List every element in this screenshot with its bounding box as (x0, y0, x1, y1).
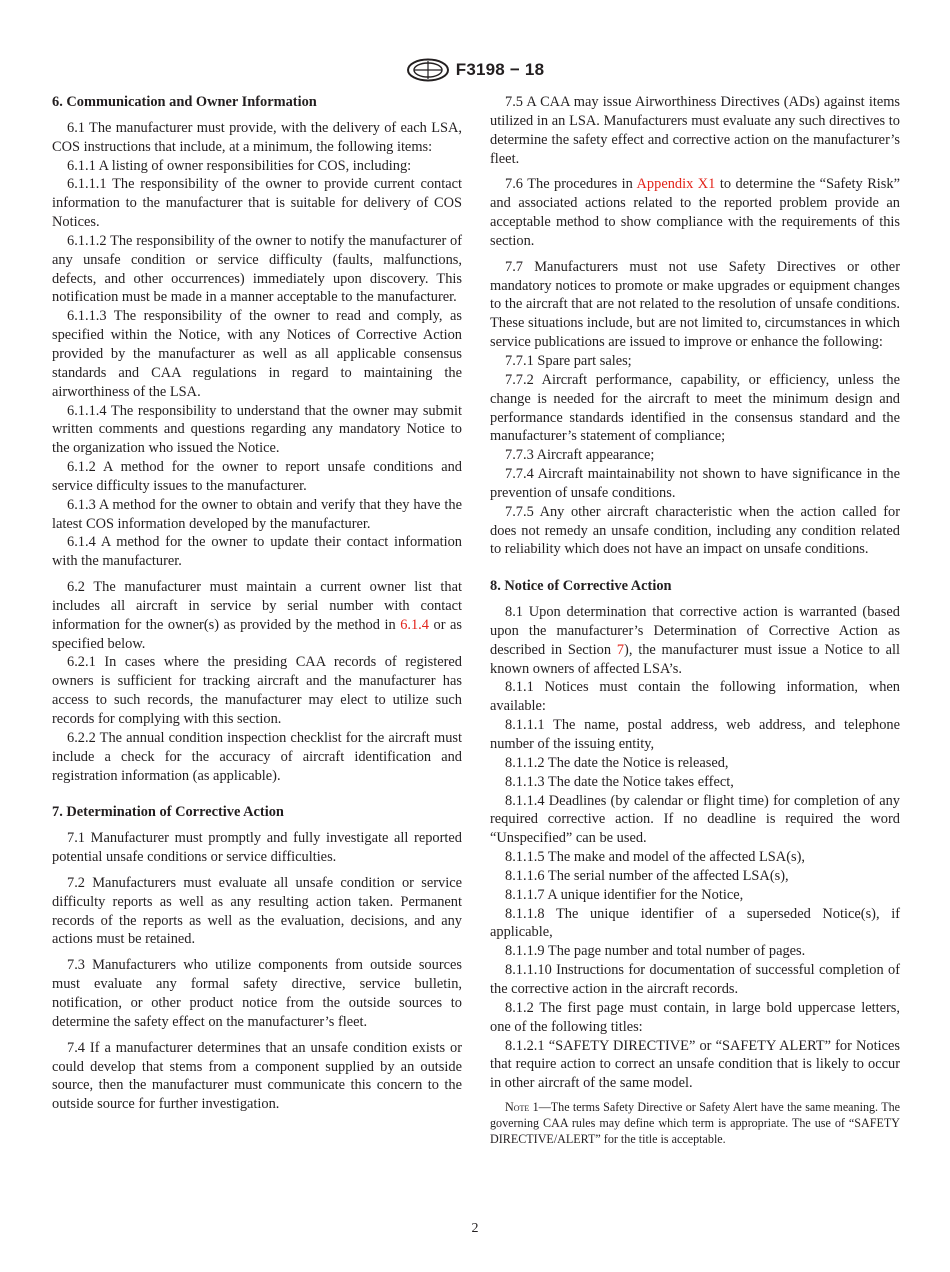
paragraph-6-1-1: 6.1.1 A listing of owner responsibilities for COS, including: (67, 157, 412, 174)
paragraph-7-2: 7.2 Manufacturers must evaluate all unsafe condition or service difficulty reports as well as any resulting action taken. Permanent records of the reports as well as the evaluation, decisions, and any actions must be retained. (52, 874, 462, 948)
paragraph-6-2-tail: or as specified below. (52, 616, 462, 652)
paragraph-8-1-1-7: 8.1.1.7 A unique identifier for the Notice, (505, 886, 744, 903)
paragraph-7-7-1: 7.7.1 Spare part sales; (505, 352, 632, 369)
paragraph-8-1-2-1: 8.1.2.1 “SAFETY DIRECTIVE” or “SAFETY ALERT” for Notices that require action to correct an unsafe condition that is likely to occur in other aircraft of the same model. (490, 1037, 900, 1092)
paragraph-8-1-1: 8.1.1 Notices must contain the following information, when available: (490, 679, 900, 715)
section-6-heading: 6. Communication and Owner Information (52, 94, 317, 110)
paragraph-6-1-2: 6.1.2 A method for the owner to report unsafe conditions and service difficulty issues to the manufacturer. (52, 459, 462, 494)
paragraph-8-1-tail: ), the manufacturer must issue a Notice to all known owners of affected LSA’s. (490, 641, 900, 677)
paragraph-6-2-2: 6.2.2 The annual condition inspection checklist for the aircraft must include a check for the accuracy of aircraft identification and registration information (as applicable). (52, 729, 462, 784)
paragraph-7-7-2: 7.7.2 Aircraft performance, capability, or efficiency, unless the change is needed for the aircraft to meet the minimum design and performance standards identified in the consensus standard and the manufacturer’s statement of compliance; (490, 371, 900, 445)
paragraph-7-4: 7.4 If a manufacturer determines that an unsafe condition exists or could develop that stems from a component supplied by an outside source, then the manufacturer must communicate this concern to the outside source for further investigation. (52, 1039, 462, 1113)
paragraph-8-1-1-8: 8.1.1.8 The unique identifier of a superseded Notice(s), if applicable, (490, 905, 900, 941)
paragraph-7-6 (490, 175, 900, 250)
paragraph-8-1-1-4: 8.1.1.4 Deadlines (by calendar or flight time) for completion of any required corrective action. If no deadline is required the word “Unspecified” can be used. (490, 792, 900, 847)
paragraph-6-1-1-2: 6.1.1.2 The responsibility of the owner to notify the manufacturer of any unsafe condition or service difficulty (faults, malfunctions, defects, and other occurrences) immediately upon discovery. This notification must be made in a manner acceptable to the manufacturer. (52, 232, 462, 306)
right-column (490, 93, 900, 1147)
paragraph-7-7: 7.7 Manufacturers must not use Safety Directives or other mandatory notices to promote or make upgrades or equipment changes to the aircraft that are not related to the resolution of unsafe conditions. These situations include, but are not limited to, circumstances in which service publications are issued to improve or enhance the following: (490, 258, 900, 351)
paragraph-7-5: 7.5 A CAA may issue Airworthiness Directives (ADs) against items utilized in an LSA. Manufacturers must evaluate any such directives to determine the safety effect and corrective action on the manufacturer’s fleet. (490, 94, 900, 167)
link-section-7[interactable]: 7 (616, 641, 625, 658)
paragraph-6-1-1-1: 6.1.1.1 The responsibility of the owner to provide current contact information to the manufacturer that is suitable for delivery of COS Notices. (52, 176, 462, 231)
paragraph-6-1: 6.1 The manufacturer must provide, with the delivery of each LSA, COS instructions that include, at a minimum, the following items: (52, 119, 462, 155)
note-1 (490, 1100, 900, 1147)
note-text: —The terms Safety Directive or Safety Alert have the same meaning. The governing CAA rules may define which term is appropriate. The use of “SAFETY DIRECTIVE/ALERT” for the title is acceptable. (490, 1100, 901, 1146)
paragraph-7-7-5: 7.7.5 Any other aircraft characteristic when the action called for does not remedy an unsafe condition, including any condition related to reliability which does not have an impact on unsafe conditions. (490, 503, 900, 558)
paragraph-8-1-1-2: 8.1.1.2 The date the Notice is released, (505, 754, 729, 771)
paragraph-8-1 (490, 603, 900, 678)
link-appendix-x1[interactable]: Appendix X1 (636, 176, 716, 193)
paragraph-6-2 (52, 578, 462, 653)
paragraph-7-6-tail: to determine the “Safety Risk” and associated actions related to the reported problem provide an acceptable method to show compliance with the requirements of this section. (490, 176, 900, 249)
section-7-heading: 7. Determination of Corrective Action (52, 804, 284, 821)
paragraph-6-1-4: 6.1.4 A method for the owner to update their contact information with the manufacturer. (52, 534, 462, 570)
paragraph-6-1-1-3: 6.1.1.3 The responsibility of the owner to read and comply, as specified within the Notice, with any Notices of Corrective Action provided by the manufacturer as well as all applicable consensus standards and CAA regulations in regard to maintaining the airworthiness of the LSA. (52, 308, 462, 400)
paragraph-8-1-2: 8.1.2 The first page must contain, in large bold uppercase letters, one of the following titles: (490, 999, 900, 1035)
paragraph-8-1-1-6: 8.1.1.6 The serial number of the affected LSA(s), (505, 867, 789, 884)
paragraph-8-1-1-1: 8.1.1.1 The name, postal address, web address, and telephone number of the issuing entity, (490, 717, 900, 752)
note-label: Note 1 (505, 1100, 539, 1115)
paragraph-7-1: 7.1 Manufacturer must promptly and fully investigate all reported potential unsafe conditions or service difficulties. (52, 830, 462, 866)
page-header (0, 57, 950, 83)
link-6-1-4[interactable]: 6.1.4 (400, 616, 429, 633)
document-designation: F3198 − 18 (455, 60, 545, 79)
paragraph-8-1-text: 8.1 Upon determination that corrective action is warranted (based upon the manufacturer’s Determination of Corrective Action as described in Section (490, 604, 900, 658)
paragraph-7-7-3: 7.7.3 Aircraft appearance; (505, 447, 655, 464)
paragraph-7-7-4: 7.7.4 Aircraft maintainability not shown to have significance in the prevention of unsafe conditions. (490, 466, 900, 501)
paragraph-8-1-1-5: 8.1.1.5 The make and model of the affected LSA(s), (505, 849, 805, 866)
paragraph-6-2-1: 6.2.1 In cases where the presiding CAA records of registered owners is sufficient for tracking aircraft and the manufacturer has access to such records, the manufacturer may elect to utilize such records for complying with this section. (52, 654, 462, 727)
paragraph-6-1-1-4: 6.1.1.4 The responsibility to understand that the owner may submit written comments and questions regarding any mandatory Notice to the organization who issued the Notice. (52, 402, 462, 457)
section-8-heading: 8. Notice of Corrective Action (490, 578, 672, 595)
astm-logo-icon (406, 58, 450, 82)
paragraph-6-2-text: 6.2 The manufacturer must maintain a current owner list that includes all aircraft in service by serial number with contact information for the owner(s) as provided by the method in (52, 579, 462, 633)
paragraph-7-3: 7.3 Manufacturers who utilize components from outside sources must evaluate any formal safety directive, service bulletin, notification, or other product notice from the outside sources to determine the safety effect on the manufacturer’s fleet. (52, 957, 462, 1030)
page-number: 2 (471, 1221, 479, 1236)
paragraph-8-1-1-3: 8.1.1.3 The date the Notice takes effect, (505, 773, 734, 790)
paragraph-8-1-1-10: 8.1.1.10 Instructions for documentation of successful completion of the corrective action in the aircraft records. (490, 962, 900, 997)
paragraph-8-1-1-9: 8.1.1.9 The page number and total number of pages. (505, 943, 806, 960)
paragraph-7-6-text: 7.6 The procedures in (505, 176, 637, 193)
paragraph-6-1-3: 6.1.3 A method for the owner to obtain and verify that they have the latest COS information developed by the manufacturer. (52, 496, 462, 532)
left-column (52, 93, 462, 1114)
